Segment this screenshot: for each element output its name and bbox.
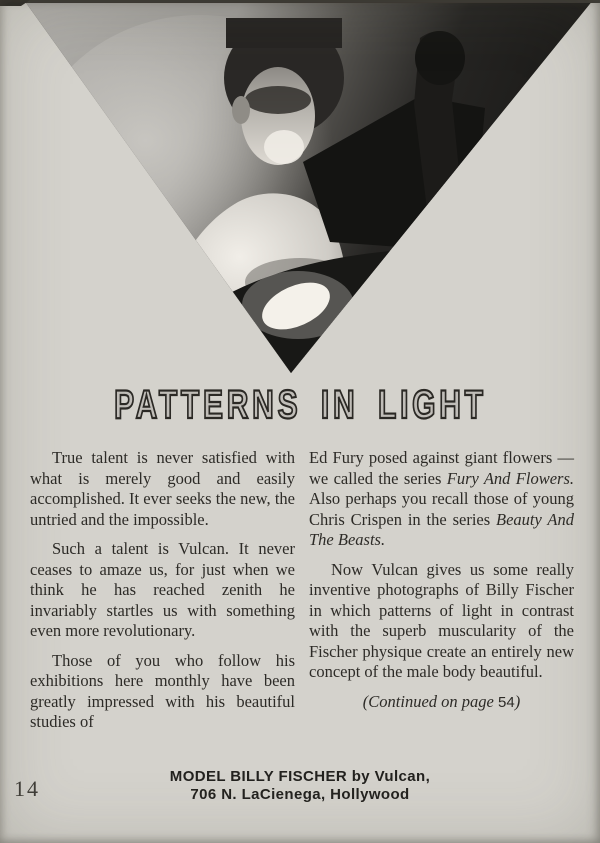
scan-edge — [0, 0, 600, 3]
paragraph-true-talent: True talent is never satisfied with what is merely good and easily accomplished. It ever seeks the new, the untried and the impossible. — [30, 448, 295, 529]
headline-row — [0, 384, 600, 426]
paragraph-those-of-you: Those of you who follow his exhibitions here monthly have been greatly impressed with his beautiful studies of — [30, 650, 295, 731]
article-title: PATTERNS IN LIGHT — [113, 383, 487, 427]
paragraph-now-vulcan: Now Vulcan gives us some really inventive photographs of Billy Fischer in which patterns of light in contrast with the superb muscularity of the Fischer physique create an entirely new concept of the male body beautiful. — [309, 559, 574, 681]
article-body — [30, 448, 574, 733]
model-photo — [0, 0, 600, 375]
continued-on-page-note: (Continued on page 54) — [362, 691, 521, 711]
photo-caption — [0, 768, 600, 803]
paragraph-such-a-talent: Such a talent is Vulcan. It never ceases to amaze us, for just when we think he has reached zenith he invariably startles us with something even more revolutionary. — [30, 539, 295, 640]
photo-caption-line2: 706 N. LaCienega, Hollywood — [190, 785, 410, 803]
paragraph-ed-fury: Ed Fury posed against giant flowers — we called the series Fury And Flowers. Also perhaps you recall those of young Chris Crispen in the series Beauty And The Beasts. — [309, 448, 574, 549]
model-photo-art — [0, 0, 600, 375]
page-number: 14 — [14, 776, 40, 801]
photo-caption-line1: MODEL BILLY FISCHER by Vulcan, — [169, 768, 431, 785]
right-column — [309, 448, 574, 733]
scan-corner-mark — [0, 0, 30, 6]
left-column — [30, 448, 295, 733]
